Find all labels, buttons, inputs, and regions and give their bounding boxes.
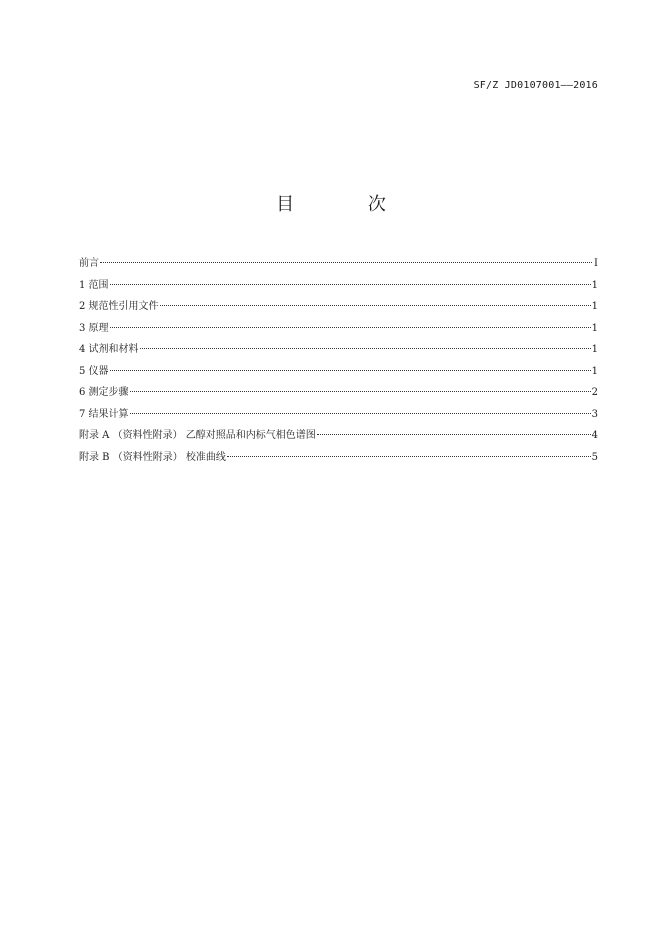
- toc-entry-page: 1: [591, 322, 598, 334]
- toc-leader-dots: [100, 262, 592, 263]
- toc-leader-dots: [227, 456, 591, 457]
- toc-entry-label: 4 试剂和材料: [79, 344, 139, 355]
- toc-entry-appendix-a[interactable]: [79, 426, 598, 448]
- toc-entry-page: 3: [591, 408, 598, 420]
- toc-entry-label: 1 范围: [79, 279, 109, 291]
- toc-entry-page: 4: [591, 430, 598, 441]
- toc-entry-page: 1: [591, 301, 598, 312]
- toc-entry-label: 5 仪器: [79, 365, 109, 377]
- toc-entry-procedure[interactable]: [79, 383, 598, 405]
- toc-entry-label: 附录 B （资料性附录） 校准曲线: [79, 451, 226, 463]
- toc-entry-label: 3 原理: [79, 322, 109, 334]
- toc-leader-dots: [130, 413, 591, 414]
- toc-entry-principle[interactable]: [79, 319, 598, 341]
- toc-entry-label: 7 结果计算: [79, 408, 129, 420]
- toc-entry-calculation[interactable]: [79, 405, 598, 427]
- toc-entry-scope[interactable]: [79, 276, 598, 298]
- toc-entry-label: 2 规范性引用文件: [79, 301, 159, 312]
- toc-leader-dots: [110, 370, 591, 371]
- toc-title: 目 次: [276, 194, 420, 216]
- toc-entry-page: 5: [591, 451, 598, 463]
- toc-leader-dots: [110, 284, 591, 285]
- toc-entry-page: 1: [591, 344, 598, 355]
- toc-entry-reagents[interactable]: [79, 340, 598, 362]
- toc-leader-dots: [110, 327, 591, 328]
- table-of-contents: [79, 254, 598, 469]
- toc-leader-dots: [317, 434, 591, 435]
- toc-entry-page: 1: [591, 365, 598, 377]
- toc-leader-dots: [160, 305, 591, 306]
- toc-entry-label: 6 测定步骤: [79, 387, 129, 398]
- toc-leader-dots: [130, 391, 591, 392]
- toc-entry-appendix-b[interactable]: [79, 448, 598, 470]
- toc-entry-page: 2: [591, 387, 598, 398]
- toc-entry-normative-references[interactable]: [79, 297, 598, 319]
- document-code: SF/Z JD0107001——2016: [473, 80, 598, 91]
- toc-entry-label: 前言: [79, 258, 99, 269]
- toc-leader-dots: [140, 348, 591, 349]
- toc-entry-page: I: [594, 258, 598, 269]
- toc-entry-page: 1: [591, 279, 598, 291]
- toc-entry-apparatus[interactable]: [79, 362, 598, 384]
- toc-entry-label: 附录 A （资料性附录） 乙醇对照品和内标气相色谱图: [79, 430, 316, 441]
- toc-entry-foreword[interactable]: [79, 254, 598, 276]
